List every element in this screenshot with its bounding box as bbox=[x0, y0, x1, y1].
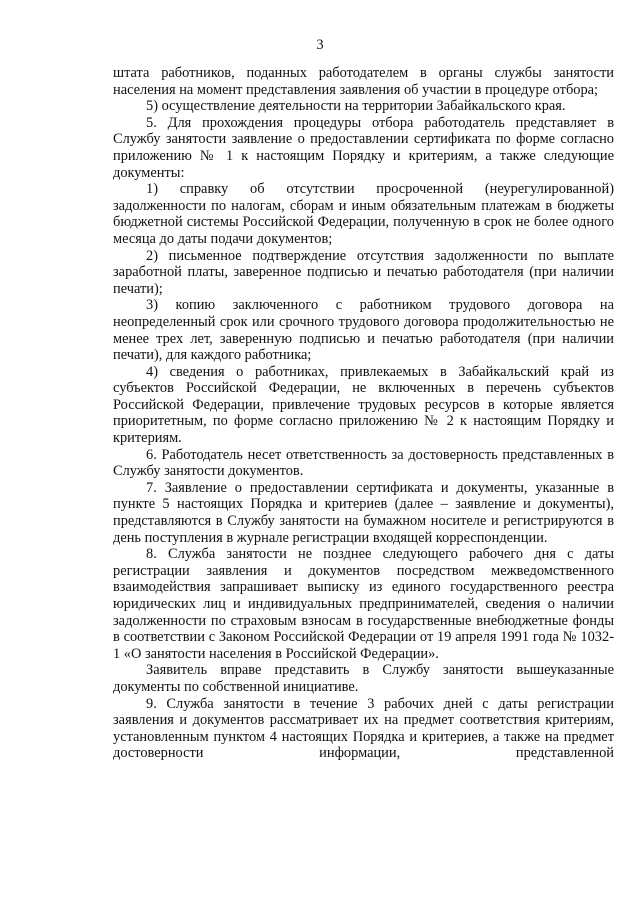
paragraph: 5) осуществление деятельности на территории Забайкальского края. bbox=[146, 98, 566, 115]
paragraph: 3) копию заключенного с работником трудового договора на неопределенный срок или срочного трудового договора продолжительностью не менее трех лет, заверенную подписью и печатью работодателя (при наличии печати), для каждого работника; bbox=[113, 297, 614, 364]
paragraph: 1) справку об отсутствии просроченной (неурегулированной) задолженности по налогам, сборам и иным обязательным платежам в бюджеты бюджетной системы Российской Федерации, полученную в срок не более одного месяца до даты подачи документов; bbox=[113, 181, 614, 247]
document-body bbox=[113, 65, 614, 762]
page-number: 3 bbox=[316, 37, 324, 53]
paragraph: 8. Служба занятости не позднее следующего рабочего дня с даты регистрации заявления и документов посредством межведомственного взаимодействия запрашивает выписку из единого государственного реестра юридических лиц и индивидуальных предпринимателей, сведения о наличии задолженности по страховым взносам в государственные внебюджетные фонды в соответствии с Законом Российской Федерации от 19 апреля 1991 года № 1032-1 «О занятости населения в Российской Федерации». bbox=[113, 546, 614, 662]
paragraph: 7. Заявление о предоставлении сертификата и документы, указанные в пункте 5 настоящих Порядка и критериев (далее – заявление и документы), представляются в Службу занятости на бумажном носителе и регистрируются в день поступления в журнале регистрации входящей корреспонденции. bbox=[113, 479, 614, 546]
paragraph: 9. Служба занятости в течение 3 рабочих дней с даты регистрации заявления и документов рассматривает их на предмет соответствия критериям, установленным пунктом 4 настоящих Порядка и критериев, а также на предмет достоверности информации, представленной bbox=[113, 695, 614, 762]
paragraph: 2) письменное подтверждение отсутствия задолженности по выплате заработной платы, заверенное подписью и печатью работодателя (при наличии печати); bbox=[113, 247, 614, 297]
paragraph: штата работников, поданных работодателем в органы службы занятости населения на момент представления заявления об участии в процедуре отбора; bbox=[113, 65, 614, 98]
paragraph: 6. Работодатель несет ответственность за достоверность представленных в Службу занятости документов. bbox=[113, 446, 614, 480]
paragraph: 5. Для прохождения процедуры отбора работодатель представляет в Службу занятости заявление о предоставлении сертификата по форме согласно приложению № 1 к настоящим Порядку и критериям, а также следующие документы: bbox=[113, 114, 614, 181]
paragraph: 4) сведения о работниках, привлекаемых в Забайкальский край из субъектов Российской Федерации, не включенных в перечень субъектов Российской Федерации, привлечение трудовых ресурсов в которые является приоритетным, по форме согласно приложению № 2 к настоящим Порядку и критериям. bbox=[113, 363, 614, 447]
paragraph: Заявитель вправе представить в Службу занятости вышеуказанные документы по собственной инициативе. bbox=[113, 662, 614, 695]
